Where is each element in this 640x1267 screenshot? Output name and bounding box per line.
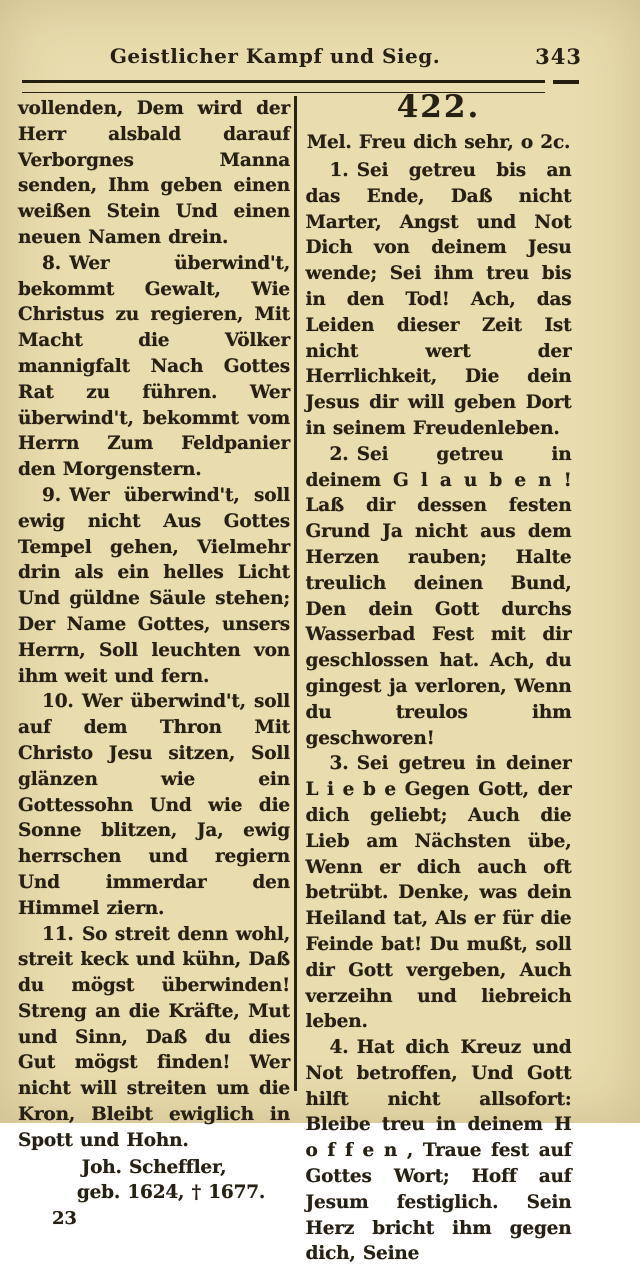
verse-number: 3. — [329, 753, 349, 775]
verse-10 — [18, 689, 290, 921]
author-name: Joh. Scheffler, — [81, 1156, 227, 1178]
verse-text: Wer überwind't, soll ewig nicht Aus Gottes Tempel gehen, Vielmehr drin als ein helles Licht Und güldne Säule stehen; Der Name Gottes, unsers Herrn, Soll leuchten von ihm weit und fern. — [18, 484, 290, 687]
verse-number: 8. — [42, 252, 61, 274]
verse-number: 11. — [42, 923, 74, 945]
left-column — [18, 96, 290, 1230]
verse-2 — [306, 442, 572, 752]
text-columns — [18, 89, 622, 1265]
running-title: Geistlicher Kampf und Sieg. — [109, 44, 441, 68]
verse-number: 2. — [329, 443, 349, 465]
author-dates: geb. 1624, † 1677. — [76, 1182, 266, 1204]
verse-8 — [18, 251, 290, 483]
verse-number: 4. — [329, 1037, 349, 1059]
verse-number: 9. — [42, 484, 61, 506]
page-number: 343 — [535, 44, 582, 69]
verse-text: Sei getreu in deiner L i e b e Gegen Gott, der dich geliebt; Auch die Lieb am Nächsten übe, Wenn er dich auch oft betrübt. Denke, was dein Heiland tat, Als er für die Feinde bat! Du mußt, soll dir Gott vergeben, Auch verzeihn und liebreich leben. — [305, 753, 572, 1033]
verse-text: Sei getreu in deinem G l a u b e n ! Laß dir dessen festen Grund Ja nicht aus dem Herzen rauben; Halte treulich deinen Bund, Den dein Gott durchs Wasserbad Fest mit dir geschlossen hat. Ach, du gingest ja verloren, Wenn du treulos ihm geschworen! — [305, 443, 572, 749]
verse-text: Hat dich Kreuz und Not betroffen, Und Gott hilft nicht allsofort: Bleibe treu in deinem H o f f e n , Traue fest auf Gottes Wort; Hoff auf Jesum festiglich. Sein Herz bricht ihm gegen dich, Seine — [305, 1037, 572, 1265]
verse-number: 1. — [329, 160, 349, 181]
verse-text: Wer überwind't, soll auf dem Thron Mit Christo Jesu sitzen, Soll glänzen wie ein Gottessohn Und wie die Sonne blitzen, Ja, ewig herrschen und regiern Und immerdar den Himmel ziern. — [18, 691, 290, 919]
verse-text: So streit denn wohl, streit keck und kühn, Daß du mögst überwinden! Streng an die Kräfte, Mut und Sinn, Daß du dies Gut mögst finden! Wer nicht will streiten um die Kron, Bleibt ewiglich in Spott und Hohn. — [18, 923, 290, 1151]
verse-9 — [18, 483, 290, 689]
verse-number: 10. — [42, 691, 74, 713]
verse-1 — [306, 158, 572, 442]
hymn-number: 422. — [396, 89, 481, 125]
right-column — [297, 89, 572, 1265]
verse-11 — [18, 922, 290, 1154]
verse-text: Sei getreu bis an das Ende, Daß nicht Marter, Angst und Not Dich von deinem Jesu wende; Sei ihm treu bis in den Tod! Ach, das Leiden dieser Zeit Ist nicht wert der Herrlichkeit, Die dein Jesus dir will geben Dort in seinem Freudenleben. — [305, 160, 572, 439]
verse-4 — [306, 1035, 572, 1267]
signature-mark: 23 — [52, 1208, 77, 1230]
verse-3 — [306, 751, 572, 1035]
header-rule-dash — [553, 80, 579, 84]
verse-text: Wer überwind't, bekommt Gewalt, Wie Christus zu regieren, Mit Macht die Völker mannigfalt Nach Gottes Rat zu führen. Wer überwind't, bekommt vom Herrn Zum Feldpanier den Morgenstern. — [18, 252, 290, 481]
page-header — [0, 44, 640, 74]
melody-line: Mel. Freu dich sehr, o 2c. — [306, 132, 571, 153]
verse-continuation: vollenden, Dem wird der Herr alsbald darauf Verborgnes Manna senden, Ihm geben einen weißen Stein Und einen neuen Namen drein. — [18, 98, 290, 248]
